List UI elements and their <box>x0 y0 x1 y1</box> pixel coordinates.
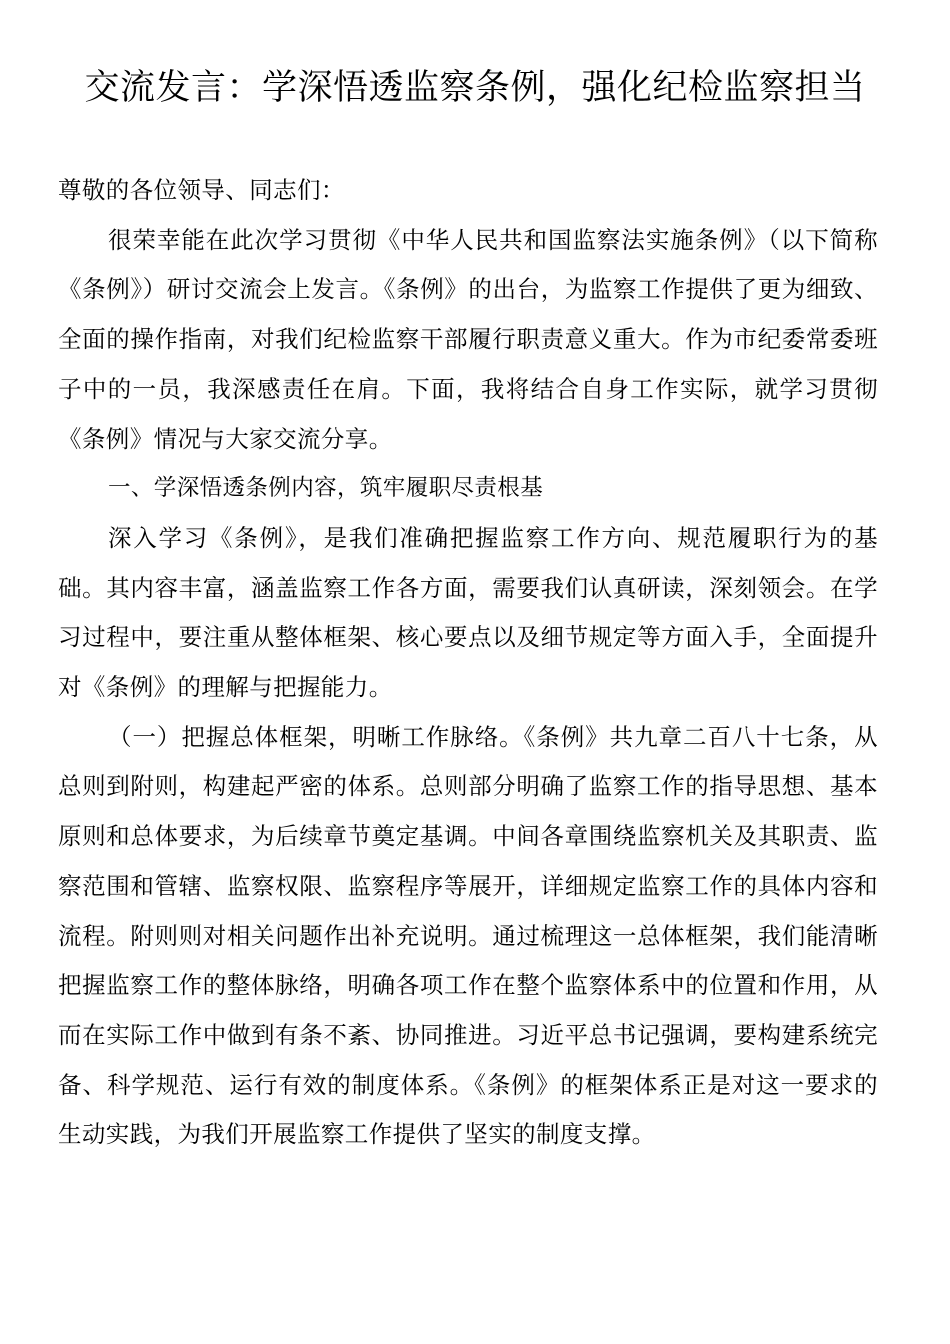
document-title: 交流发言：学深悟透监察条例，强化纪检监察担当 <box>84 68 866 108</box>
section-heading-1: 一、学深悟透条例内容，筑牢履职尽责根基 <box>108 475 544 502</box>
paragraph-section-1: 深入学习《条例》，是我们准确把握监察工作方向、规范履职行为的基础。其内容丰富，涵盖监察工作各方面，需要我们认真研读，深刻领会。在学习过程中，要注重从整体框架、核心要点以及细节规定等方面入手，全面提升对《条例》的理解与把握能力。 <box>58 523 878 702</box>
paragraph-intro: 很荣幸能在此次学习贯彻《中华人民共和国监察法实施条例》（以下简称《条例》）研讨交流会上发言。《条例》的出台，为监察工作提供了更为细致、全面的操作指南，对我们纪检监察干部履行职责意义重大。作为市纪委常委班子中的一员，我深感责任在肩。下面，我将结合自身工作实际，就学习贯彻《条例》情况与大家交流分享。 <box>58 225 878 453</box>
document-body <box>58 166 878 1160</box>
paragraph-subsection-1: （一）把握总体框架，明晰工作脉络。《条例》共九章二百八十七条，从总则到附则，构建起严密的体系。总则部分明确了监察工作的指导思想、基本原则和总体要求，为后续章节奠定基调。中间各章围绕监察机关及其职责、监察范围和管辖、监察权限、监察程序等展开，详细规定监察工作的具体内容和流程。附则则对相关问题作出补充说明。通过梳理这一总体框架，我们能清晰把握监察工作的整体脉络，明确各项工作在整个监察体系中的位置和作用，从而在实际工作中做到有条不紊、协同推进。习近平总书记强调，要构建系统完备、科学规范、运行有效的制度体系。《条例》的框架体系正是对这一要求的生动实践，为我们开展监察工作提供了坚实的制度支撑。 <box>58 722 878 1149</box>
salutation: 尊敬的各位领导、同志们： <box>58 176 345 204</box>
